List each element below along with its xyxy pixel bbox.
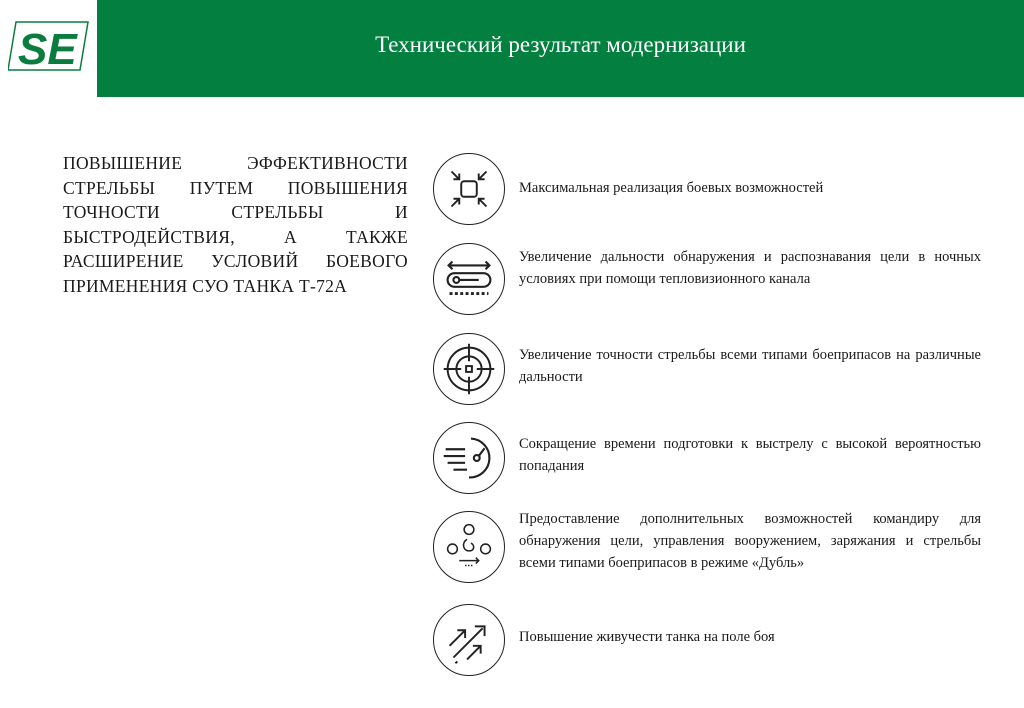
speed-gauge-icon [433,422,505,494]
growth-arrows-icon [433,604,505,676]
lead-statement: ПОВЫШЕНИЕ ЭФФЕКТИВНОСТИ СТРЕЛЬБЫ ПУТЕМ ПОВЫШЕНИЯ ТОЧНОСТИ СТРЕЛЬБЫ И БЫСТРОДЕЙСТВИЯ, А ТАКЖЕ РАСШИРЕНИЕ УСЛОВИЙ БОЕВОГО ПРИМЕНЕНИЯ СУО ТАНКА Т-72А [63,153,408,296]
se-logo [8,20,90,72]
focus-arrows-icon [433,153,505,225]
benefit-item: Увеличение точности стрельбы всеми типами боеприпасов на различные дальности [433,333,983,409]
svg-text:SE: SE [18,25,77,72]
benefit-item: Повышение живучести танка на поле боя [433,604,983,680]
benefit-item: Предоставление дополнительных возможностей командиру для обнаружения цели, управления вооружением, заряжания и стрельбы всеми типами боеприпасов в режиме «Дубль» [433,511,983,587]
benefit-item: Сокращение времени подготовки к выстрелу с высокой вероятностью попадания [433,422,983,498]
page-title: Технический результат модернизации [375,32,746,57]
benefit-item: Максимальная реализация боевых возможностей [433,153,983,229]
thermal-channel-icon [433,243,505,315]
team-control-icon [433,511,505,583]
benefit-item: Увеличение дальности обнаружения и распознавания цели в ночных условиях при помощи тепловизионного канала [433,243,983,319]
crosshair-icon [433,333,505,405]
